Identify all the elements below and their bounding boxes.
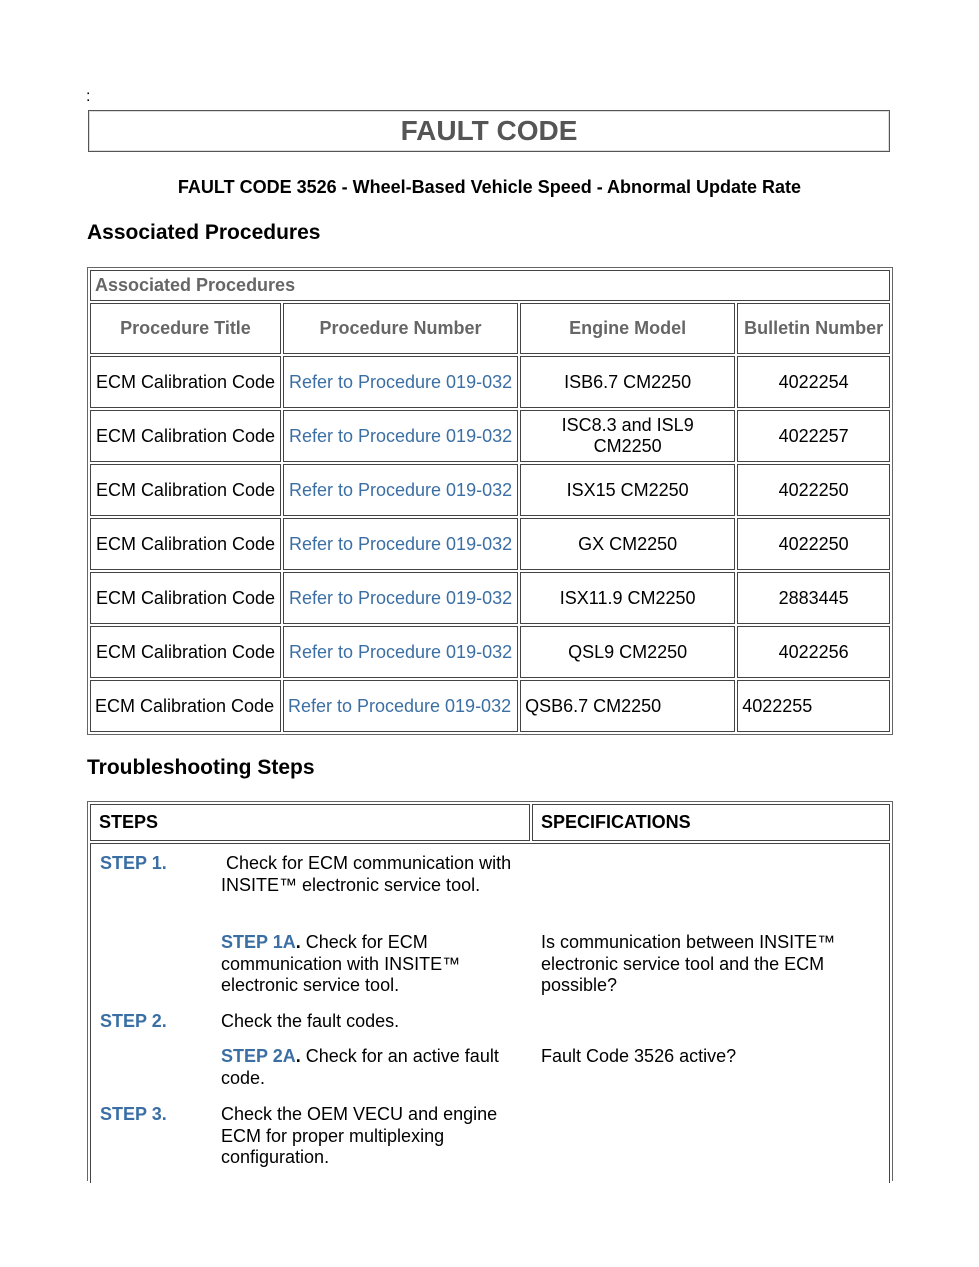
engine-model-cell: ISB6.7 CM2250: [520, 356, 735, 408]
step-1a-text: STEP 1A. Check for ECM communication with INSITE™ electronic service tool.: [221, 932, 461, 995]
engine-model-cell: QSB6.7 CM2250: [520, 680, 735, 732]
table-row: [90, 680, 890, 732]
steps-column-header: STEPS: [90, 804, 530, 841]
header-procedure-title: Procedure Title: [90, 303, 281, 354]
procedure-title-cell: ECM Calibration Code: [90, 410, 281, 462]
page-title: FAULT CODE: [88, 110, 890, 152]
procedure-title-cell: ECM Calibration Code: [90, 680, 281, 732]
bulletin-number-cell: 4022250: [737, 518, 890, 570]
troubleshooting-steps-table: [87, 801, 893, 1181]
header-engine-model: Engine Model: [520, 303, 735, 354]
procedure-link[interactable]: Refer to Procedure 019-032: [283, 464, 518, 516]
step-3-text: Check the OEM VECU and engine ECM for proper multiplexing configuration.: [221, 1104, 498, 1167]
table-row: [90, 572, 890, 624]
associated-procedures-table: [87, 267, 893, 735]
procedure-title-cell: ECM Calibration Code: [90, 356, 281, 408]
step-1a-description: Check for ECM communication with INSITE™ electronic service tool.: [221, 932, 461, 995]
step-1a-specification: Is communication between INSITE™ electronic service tool and the ECM possible?: [541, 932, 836, 995]
bulletin-number-cell: 2883445: [737, 572, 890, 624]
procedure-link[interactable]: Refer to Procedure 019-032: [283, 410, 518, 462]
engine-model-cell: GX CM2250: [520, 518, 735, 570]
steps-body: [90, 843, 890, 1183]
procedure-title-cell: ECM Calibration Code: [90, 572, 281, 624]
step-2-text: Check the fault codes.: [221, 1011, 400, 1031]
procedure-link[interactable]: Refer to Procedure 019-032: [283, 356, 518, 408]
header-bulletin-number: Bulletin Number: [737, 303, 890, 354]
engine-model-cell: ISC8.3 and ISL9 CM2250: [520, 410, 735, 462]
procedure-link[interactable]: Refer to Procedure 019-032: [283, 572, 518, 624]
page-colon: :: [86, 88, 91, 105]
table-caption: Associated Procedures: [90, 270, 890, 301]
procedure-link[interactable]: Refer to Procedure 019-032: [283, 626, 518, 678]
procedure-title-cell: ECM Calibration Code: [90, 518, 281, 570]
step-2-link[interactable]: STEP 2.: [100, 1011, 167, 1031]
step-2a-description: Check for an active fault code.: [221, 1046, 499, 1088]
table-row: [90, 410, 890, 462]
bulletin-number-cell: 4022257: [737, 410, 890, 462]
header-procedure-number: Procedure Number: [283, 303, 518, 354]
table-row: [90, 464, 890, 516]
step-2a-specification: Fault Code 3526 active?: [541, 1046, 737, 1066]
table-row: [90, 518, 890, 570]
fault-code-subtitle: FAULT CODE 3526 - Wheel-Based Vehicle Speed - Abnormal Update Rate: [177, 177, 802, 197]
bulletin-number-cell: 4022254: [737, 356, 890, 408]
procedure-link[interactable]: Refer to Procedure 019-032: [283, 518, 518, 570]
associated-procedures-heading: Associated Procedures: [87, 221, 321, 244]
bulletin-number-cell: 4022256: [737, 626, 890, 678]
step-2a-text: STEP 2A. Check for an active fault code.: [221, 1046, 499, 1088]
troubleshooting-steps-heading: Troubleshooting Steps: [87, 756, 315, 779]
bulletin-number-cell: 4022250: [737, 464, 890, 516]
procedure-title-cell: ECM Calibration Code: [90, 464, 281, 516]
procedure-title-cell: ECM Calibration Code: [90, 626, 281, 678]
engine-model-cell: ISX15 CM2250: [520, 464, 735, 516]
specifications-column-header: SPECIFICATIONS: [532, 804, 890, 841]
step-2a-link[interactable]: STEP 2A: [221, 1046, 296, 1066]
step-1-link[interactable]: STEP 1.: [100, 853, 167, 873]
bulletin-number-cell: 4022255: [737, 680, 890, 732]
procedure-link[interactable]: Refer to Procedure 019-032: [283, 680, 518, 732]
engine-model-cell: ISX11.9 CM2250: [520, 572, 735, 624]
engine-model-cell: QSL9 CM2250: [520, 626, 735, 678]
step-1a-link[interactable]: STEP 1A: [221, 932, 296, 952]
table-row: [90, 626, 890, 678]
step-3-link[interactable]: STEP 3.: [100, 1104, 167, 1124]
step-1-text: Check for ECM communication with INSITE™ electronic service tool.: [221, 853, 512, 895]
table-row: [90, 356, 890, 408]
